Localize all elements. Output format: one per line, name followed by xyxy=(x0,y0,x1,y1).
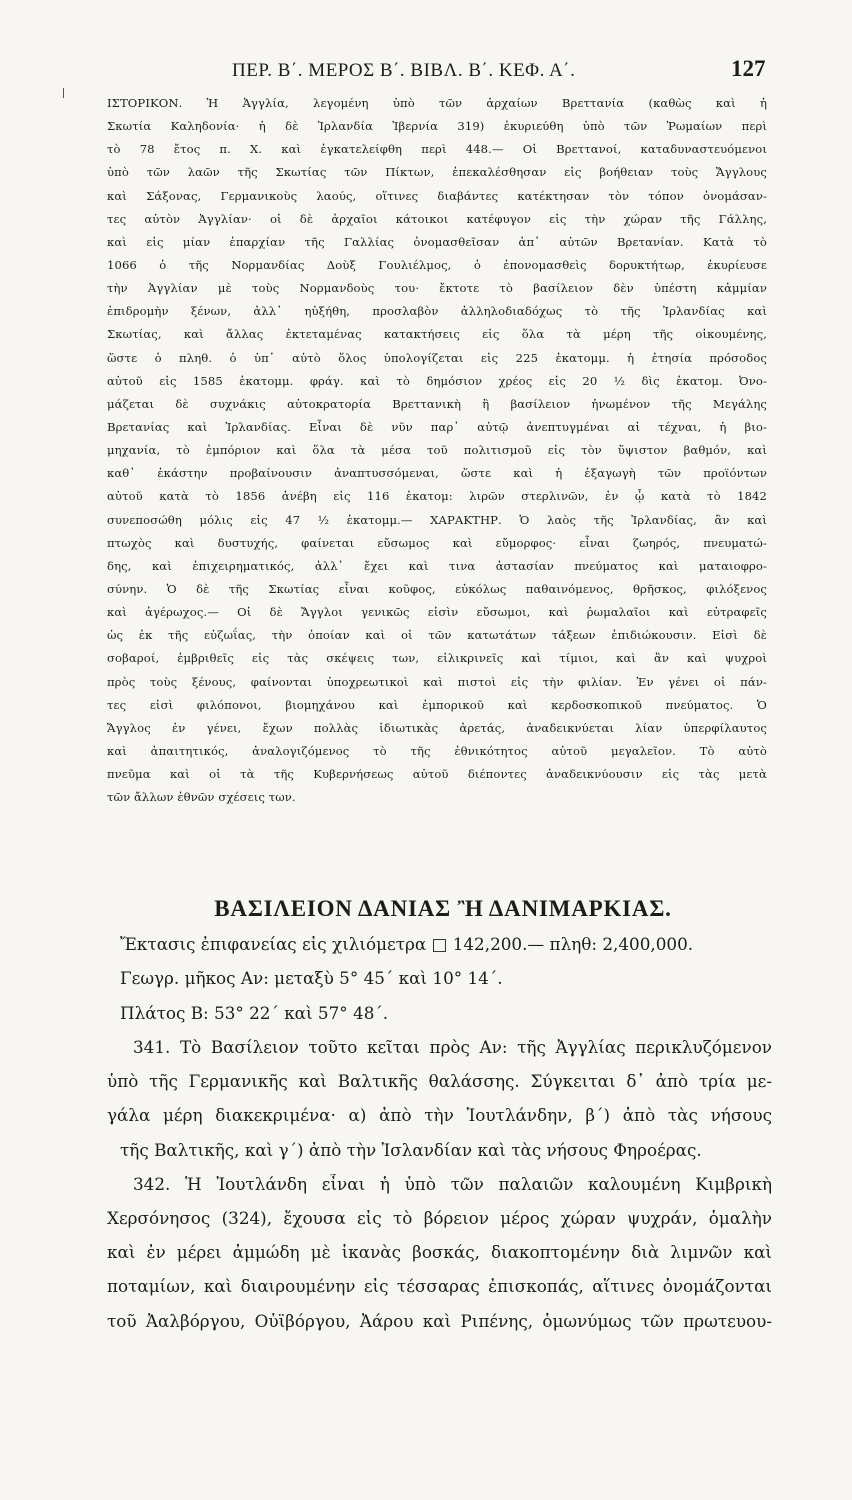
text-line: ὑπὸ τῶν λαῶν τῆς Σκωτίας τῶν Πίκτων, ἐπεκαλέσθησαν εἰς βοήθειαν τοὺς Ἄγγλους xyxy=(107,165,767,180)
text-line: σοβαροί, ἐμβριθεῖς εἰς τὰς σκέψεις των, εἰλικρινεῖς καὶ τίμιοι, καὶ ἂν καὶ ψυχροὶ xyxy=(107,651,767,666)
text-line: αὐτοῦ κατὰ τὸ 1856 ἀνέβη εἰς 116 ἑκατομ: λιρῶν στερλινῶν, ἐν ᾧ κατὰ τὸ 1842 xyxy=(107,489,767,504)
text-line: καὶ ἀγέρωχος.— Οἱ δὲ Ἄγγλοι γενικῶς εἰσὶν εὔσωμοι, καὶ ῥωμαλαῖοι καὶ εὐτραφεῖς xyxy=(107,605,767,620)
section-title: ΒΑΣΙΛΕΙΟΝ ΔΑΝΙΑΣ Ἢ ΔΑΝΙΜΑΡΚΙΑΣ. xyxy=(214,896,672,921)
paragraph-342-line: καὶ ἐν μέρει ἀμμώδη μὲ ἱκανὰς βοσκάς, διακοπτομένην διὰ λιμνῶν καὶ xyxy=(107,1242,772,1262)
text-line: αὐτοῦ εἰς 1585 ἑκατομμ. φράγ. καὶ τὸ δημόσιον χρέος εἰς 20 ½ δὶς ἑκατομ. Ὀνο- xyxy=(107,373,767,388)
text-line: τες αὐτὸν Ἀγγλίαν· οἱ δὲ ἀρχαῖοι κάτοικοι κατέφυγον εἰς τὴν χώραν τῆς Γάλλης, xyxy=(107,211,767,226)
text-line: μάζεται δὲ συχνάκις αὐτοκρατορία Βρεττανικὴ ἢ βασίλειον ἡνωμένον τῆς Μεγάλης xyxy=(107,396,767,411)
text-line: ὥστε ὁ πληθ. ὁ ὑπ᾽ αὐτὸ ὅλος ὑπολογίζεται εἰς 225 ἑκατομμ. ἡ ἐτησία πρόσοδος xyxy=(107,350,767,365)
text-line: μηχανία, τὸ ἐμπόριον καὶ ὅλα τὰ μέσα τοῦ πολιτισμοῦ εἰς τὸν ὕψιστον βαθμόν, καὶ xyxy=(107,443,767,458)
history-paragraph xyxy=(107,92,767,809)
text-line: ἐπιδρομὴν ξένων, ἀλλ᾽ ηὐξήθη, προσλαβὸν ἀλληλοδιαδόχως τὸ τῆς Ἰρλανδίας καὶ xyxy=(107,304,767,319)
margin-mark xyxy=(63,88,64,98)
paragraph-341-line: γάλα μέρη διακεκριμένα· α) ἀπὸ τὴν Ἰουτλάνδην, β΄) ἀπὸ τὰς νήσους xyxy=(107,1105,772,1125)
text-line: Σκωτία Καληδονία· ἡ δὲ Ἰρλανδία Ἰβερνία 319) ἐκυριεύθη ὑπὸ τῶν Ῥωμαίων περὶ xyxy=(107,119,767,134)
latitude-line: Πλάτος Β: 53° 22΄ καὶ 57° 48΄. xyxy=(120,1003,389,1023)
text-line: καθ᾽ ἑκάστην προβαίνουσιν ἀναπτυσσόμεναι, ὥστε καὶ ἡ ἐξαγωγὴ τῶν προϊόντων xyxy=(107,466,767,481)
text-line: ΙΣΤΟΡΙΚΟΝ. Ἡ Ἀγγλία, λεγομένη ὑπὸ τῶν ἀρχαίων Βρεττανία (καθὼς καὶ ἡ xyxy=(107,96,767,110)
page-number: 127 xyxy=(731,56,766,81)
longitude-line: Γεωγρ. μῆκος Αν: μεταξὺ 5° 45΄ καὶ 10° 14΄. xyxy=(120,968,503,988)
text-line: τες εἰσὶ φιλόπονοι, βιομηχάνου καὶ ἐμπορικοῦ καὶ κερδοσκοπικοῦ πνεύματος. Ὁ xyxy=(107,697,767,712)
text-line: σύνην. Ὁ δὲ τῆς Σκωτίας εἶναι κοῦφος, εὐκόλως παθαινόμενος, θρῆσκος, φιλόξενος xyxy=(107,581,767,596)
paragraph-342-line: Χερσόνησος (324), ἔχουσα εἰς τὸ βόρειον μέρος χώραν ψυχράν, ὁμαλὴν xyxy=(107,1208,772,1228)
text-line: τὴν Ἀγγλίαν μὲ τοὺς Νορμανδοὺς του· ἔκτοτε τὸ βασίλειον δὲν ὑπέστη κἀμμίαν xyxy=(107,281,767,296)
paragraph-342-line: ποταμίων, καὶ διαιρουμένην εἰς τέσσαρας ἐπισκοπάς, αἵτινες ὀνομάζονται xyxy=(107,1276,772,1296)
text-line: πνεῦμα καὶ οἱ τὰ τῆς Κυβερνήσεως αὐτοῦ διέποντες ἀναδεικνύουσιν εἰς τὰς μετὰ xyxy=(107,767,767,782)
area-stat-line: Ἔκτασις ἐπιφανείας εἰς χιλιόμετρα □ 142,200.— πληθ: 2,400,000. xyxy=(120,934,694,954)
text-line: ὡς ἐκ τῆς εὐζωΐας, τὴν ὁποίαν καὶ οἱ τῶν κατωτάτων τάξεων ἐπιδιώκουσιν. Εἰσὶ δὲ xyxy=(107,628,767,643)
text-line: δης, καὶ ἐπιχειρηματικός, ἀλλ᾽ ἔχει καὶ τινα ἀστασίαν πνεύματος καὶ ματαιοφρο- xyxy=(107,558,767,573)
text-line: πτωχὸς καὶ δυστυχής, φαίνεται εὔσωμος καὶ εὔμορφος· εἶναι ζωηρός, πνευματώ- xyxy=(107,535,767,550)
text-line: καὶ εἰς μίαν ἐπαρχίαν τῆς Γαλλίας ὀνομασθεῖσαν ἀπ᾽ αὐτῶν Βρετανίαν. Κατὰ τὸ xyxy=(107,234,767,249)
text-line: Ἄγγλος ἐν γένει, ἔχων πολλὰς ἰδιωτικὰς ἀρετάς, ἀναδεικνύεται λίαν ὑπερφίλαυτος xyxy=(107,720,767,735)
paragraph-341-line: τῆς Βαλτικῆς, καὶ γ΄) ἀπὸ τὴν Ἰσλανδίαν καὶ τὰς νήσους Φηροέρας. xyxy=(120,1140,702,1160)
text-line: Βρετανίας καὶ Ἰρλανδίας. Εἶναι δὲ νῦν παρ᾽ αὐτῷ ἀνεπτυγμέναι αἱ τέχναι, ἡ βιο- xyxy=(107,419,767,434)
text-line: συνεποσώθη μόλις εἰς 47 ½ ἑκατομμ.— ΧΑΡΑΚΤΗΡ. Ὁ λαὸς τῆς Ἰρλανδίας, ἂν καὶ xyxy=(107,512,767,527)
text-line: πρὸς τοὺς ξένους, φαίνονται ὑποχρεωτικοὶ καὶ πιστοὶ εἰς τὴν φιλίαν. Ἐν γένει οἱ πάν- xyxy=(107,674,767,689)
paragraph-341-line: 341. Τὸ Βασίλειον τοῦτο κεῖται πρὸς Αν: τῆς Ἀγγλίας περικλυζόμενον xyxy=(133,1037,772,1057)
text-line: Σκωτίας, καὶ ἄλλας ἐκτεταμένας κατακτήσεις εἰς ὅλα τὰ μέρη τῆς οἰκουμένης, xyxy=(107,327,767,342)
paragraph-342-line: τοῦ Ἀαλβόργου, Οὐϊβόργου, Ἀάρου καὶ Ριπένης, ὁμωνύμως τῶν πρωτευου- xyxy=(107,1311,772,1331)
running-head: ΠΕΡ. Β΄. ΜΕΡΟΣ Β΄. ΒΙΒΛ. Β΄. ΚΕΦ. Α΄. xyxy=(232,60,576,81)
text-line: καὶ ἀπαιτητικός, ἀναλογιζόμενος τὸ τῆς ἐθνικότητος αὐτοῦ μεγαλεῖον. Τὸ αὐτὸ xyxy=(107,743,767,758)
text-line: καὶ Σάξονας, Γερμανικοὺς λαούς, οἵτινες διαβάντες κατέκτησαν τὸν τόπον ὀνομάσαν- xyxy=(107,188,767,203)
paragraph-342-line: 342. Ἡ Ἰουτλάνδη εἶναι ἡ ὑπὸ τῶν παλαιῶν καλουμένη Κιμβρικὴ xyxy=(133,1174,772,1194)
text-line: τῶν ἄλλων ἐθνῶν σχέσεις των. xyxy=(107,790,296,805)
text-line: τὸ 78 ἔτος π. Χ. καὶ ἐγκατελείφθη περὶ 448.— Οἱ Βρεττανοί, καταδυναστευόμενοι xyxy=(107,142,767,157)
paragraph-341-line: ὑπὸ τῆς Γερμανικῆς καὶ Βαλτικῆς θαλάσσης. Σύγκειται δ᾽ ἀπὸ τρία με- xyxy=(107,1071,772,1091)
text-line: 1066 ὁ τῆς Νορμανδίας Δοὺξ Γουλιέλμος, ὁ ἐπονομασθεὶς δορυκτήτωρ, ἐκυρίευσε xyxy=(107,257,767,272)
